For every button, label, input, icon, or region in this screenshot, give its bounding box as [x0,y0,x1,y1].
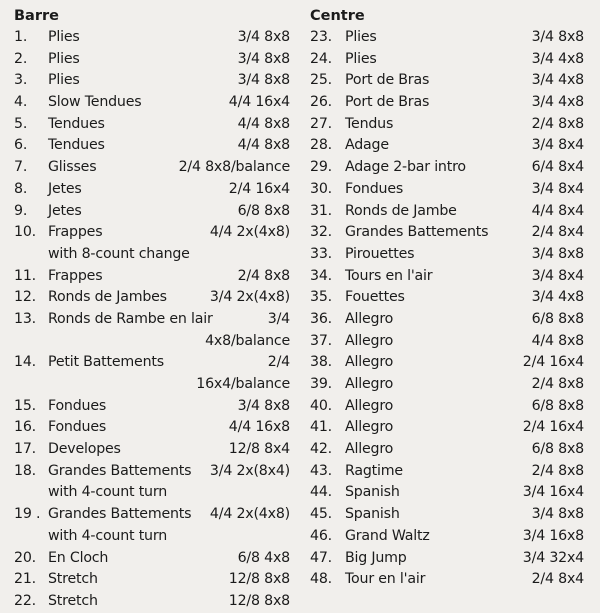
exercise-name: Tendus [345,115,394,132]
music-count: 2/4 8x4 [531,224,584,241]
centre-list [310,27,584,591]
list-item [14,27,290,49]
item-number: 39. [310,376,332,392]
list-item [310,222,584,244]
item-number: 4. [14,94,28,111]
barre-list [14,27,290,613]
item-number: 8. [14,180,28,197]
list-item [310,374,584,396]
music-count: 6/8 8x8 [237,202,290,219]
music-count: 3/4 8x8 [531,506,584,523]
music-count: 3/4 8x8 [531,29,584,45]
item-number: 27. [310,115,332,132]
music-count: 12/8 8x4 [228,441,290,458]
item-number: 24. [310,50,332,67]
item-number: 35. [310,289,332,306]
music-count: 2/4 16x4 [228,180,290,197]
item-number: 2. [14,50,28,67]
music-count: 3/4 2x(8x4) [209,462,290,479]
music-count: 2/4 [267,354,290,371]
item-number: 15. [14,397,36,414]
music-count: 3/4 8x8 [531,245,584,262]
list-item [310,548,584,570]
list-item [310,439,584,461]
item-number: 20. [14,549,36,566]
list-item [310,287,584,309]
music-count: 6/8 8x8 [531,310,584,327]
exercise-name: Jetes [48,202,82,219]
item-number: 22. [14,592,36,609]
item-number: 25. [310,72,332,89]
exercise-name: Allegro [345,397,394,414]
exercise-name: Port de Bras [345,94,430,111]
item-number: 1. [14,29,28,45]
list-item [14,417,290,439]
exercise-name: Grandes Battements [345,224,489,241]
list-item [14,266,290,288]
item-number: 41. [310,419,332,436]
exercise-name: Tendues [48,115,105,132]
centre-column [310,6,584,591]
item-number: 28. [310,137,332,154]
music-count: 3/4 8x8 [237,72,290,89]
item-number: 21. [14,571,36,588]
music-count: 4/4 8x8 [237,115,290,132]
item-number: 26. [310,94,332,111]
music-count: 6/4 8x4 [531,159,584,176]
music-count: 2/4 16x4 [522,354,584,371]
item-number: 46. [310,527,332,544]
music-count: 2/4 8x8 [531,462,584,479]
list-item [310,526,584,548]
barre-heading: Barre [14,8,59,24]
exercise-name: Grandes Battements [48,506,192,523]
item-number: 14. [14,354,36,371]
item-number: 10. [14,224,36,241]
list-item [310,266,584,288]
list-item [14,591,290,613]
exercise-name: Allegro [345,354,394,371]
exercise-name: Spanish [345,484,400,501]
music-count-continuation: 16x4/balance [196,376,290,393]
item-number: 12. [14,289,36,306]
music-count: 4/4 8x8 [531,332,584,349]
exercise-name: Stretch [48,571,98,588]
music-count: 12/8 8x8 [228,592,290,609]
exercise-name: Frappes [48,267,103,284]
music-count: 3/4 8x4 [531,137,584,154]
list-item [310,309,584,331]
item-number: 45. [310,506,332,523]
list-item [14,70,290,92]
item-number: 16. [14,419,36,436]
exercise-name: Plies [345,50,377,67]
exercise-name: Fondues [345,180,404,197]
list-item [14,548,290,570]
music-count: 3/4 16x4 [522,484,584,501]
exercise-name: Plies [345,29,377,45]
list-item [310,569,584,591]
centre-heading: Centre [310,8,365,24]
exercise-name: Tour en l'air [345,571,426,588]
item-number: 40. [310,397,332,414]
exercise-name: Grandes Battements [48,462,192,479]
list-item [14,461,290,504]
list-item [14,179,290,201]
exercise-name: Petit Battements [48,354,164,371]
list-item [310,70,584,92]
item-number: 43. [310,462,332,479]
item-number: 42. [310,441,332,458]
exercise-name: Pirouettes [345,245,415,262]
list-item [310,352,584,374]
list-item [310,179,584,201]
exercise-name: Plies [48,72,80,89]
list-item [310,201,584,223]
exercise-name: Tendues [48,137,105,154]
item-number: 7. [14,159,28,176]
list-item [310,114,584,136]
list-item [14,504,290,547]
exercise-name: Fondues [48,397,107,414]
exercise-name: Slow Tendues [48,94,142,111]
music-count: 2/4 8x8 [237,267,290,284]
exercise-name: Plies [48,29,80,45]
music-count: 3/4 2x(4x8) [209,289,290,306]
list-item [14,114,290,136]
music-count: 6/8 4x8 [237,549,290,566]
item-number: 13. [14,310,36,327]
list-item [14,157,290,179]
exercise-name: Frappes [48,224,103,241]
item-number: 32. [310,224,332,241]
music-count: 6/8 8x8 [531,441,584,458]
music-count: 6/8 8x8 [531,397,584,414]
music-count: 4/4 8x4 [531,202,584,219]
exercise-name: Fouettes [345,289,405,306]
item-number: 11. [14,267,36,284]
music-count: 3/4 8x4 [531,267,584,284]
item-number: 23. [310,29,332,45]
music-count: 4/4 16x8 [228,419,290,436]
item-number: 33. [310,245,332,262]
exercise-name: Ragtime [345,462,403,479]
list-item [14,201,290,223]
exercise-name: Tours en l'air [345,267,433,284]
item-number: 5. [14,115,28,132]
music-count: 12/8 8x8 [228,571,290,588]
exercise-name: Grand Waltz [345,527,430,544]
item-number: 29. [310,159,332,176]
item-number: 48. [310,571,332,588]
list-item [14,569,290,591]
exercise-name: Plies [48,50,80,67]
list-item [14,49,290,71]
item-number: 37. [310,332,332,349]
list-item [310,331,584,353]
list-item [310,135,584,157]
list-item [310,482,584,504]
item-number: 3. [14,72,28,89]
list-item [310,244,584,266]
item-number: 44. [310,484,332,501]
barre-column [14,6,290,613]
list-item [14,135,290,157]
exercise-name: Jetes [48,180,82,197]
item-number: 34. [310,267,332,284]
list-item [310,27,584,49]
exercise-name: Allegro [345,376,394,392]
music-count: 3/4 32x4 [522,549,584,566]
item-number: 30. [310,180,332,197]
item-number: 9. [14,202,28,219]
list-item [14,352,290,395]
exercise-name: Allegro [345,332,394,349]
music-count: 3/4 8x4 [531,180,584,197]
music-count: 4/4 2x(4x8) [209,224,290,241]
list-item [310,504,584,526]
list-item [310,49,584,71]
exercise-name-continuation: with 8-count change [48,245,190,262]
music-count: 2/4 8x8 [531,376,584,392]
list-item [14,309,290,352]
exercise-name: Developes [48,441,121,458]
list-item [310,157,584,179]
exercise-name: Ronds de Jambe [345,202,457,219]
music-count: 3/4 8x8 [237,50,290,67]
exercise-name: Stretch [48,592,98,609]
music-count: 2/4 8x4 [531,571,584,588]
item-number: 47. [310,549,332,566]
exercise-name: Adage [345,137,389,154]
exercise-name: Fondues [48,419,107,436]
list-item [14,396,290,418]
music-count: 3/4 16x8 [522,527,584,544]
exercise-name: En Cloch [48,549,109,566]
music-count: 2/4 8x8/balance [178,159,290,176]
music-count-continuation: 4x8/balance [205,332,290,349]
music-count: 3/4 8x8 [237,29,290,45]
item-number: 36. [310,310,332,327]
item-number: 18. [14,462,36,479]
music-count: 3/4 8x8 [237,397,290,414]
exercise-name: Adage 2-bar intro [345,159,466,176]
item-number: 6. [14,137,28,154]
exercise-name: Ronds de Rambe en lair [48,310,213,327]
list-item [310,461,584,483]
list-item [14,222,290,265]
exercise-name-continuation: with 4-count turn [48,527,168,544]
exercise-name: Big Jump [345,549,407,566]
exercise-name: Ronds de Jambes [48,289,167,306]
item-number: 19 . [14,506,41,523]
list-item [14,439,290,461]
exercise-name: Port de Bras [345,72,430,89]
music-count: 4/4 2x(4x8) [209,506,290,523]
list-item [14,287,290,309]
exercise-name: Glisses [48,159,97,176]
item-number: 31. [310,202,332,219]
list-item [310,92,584,114]
music-count: 3/4 [267,310,290,327]
item-number: 17. [14,441,36,458]
music-count: 3/4 4x8 [531,72,584,89]
music-count: 3/4 4x8 [531,94,584,111]
list-item [14,92,290,114]
music-count: 3/4 4x8 [531,50,584,67]
music-count: 2/4 16x4 [522,419,584,436]
music-count: 4/4 8x8 [237,137,290,154]
exercise-name: Allegro [345,441,394,458]
exercise-name: Allegro [345,419,394,436]
exercise-name: Allegro [345,310,394,327]
item-number: 38. [310,354,332,371]
list-item [310,396,584,418]
exercise-name-continuation: with 4-count turn [48,484,168,501]
music-count: 3/4 4x8 [531,289,584,306]
exercise-name: Spanish [345,506,400,523]
music-count: 2/4 8x8 [531,115,584,132]
music-count: 4/4 16x4 [228,94,290,111]
list-item [310,417,584,439]
